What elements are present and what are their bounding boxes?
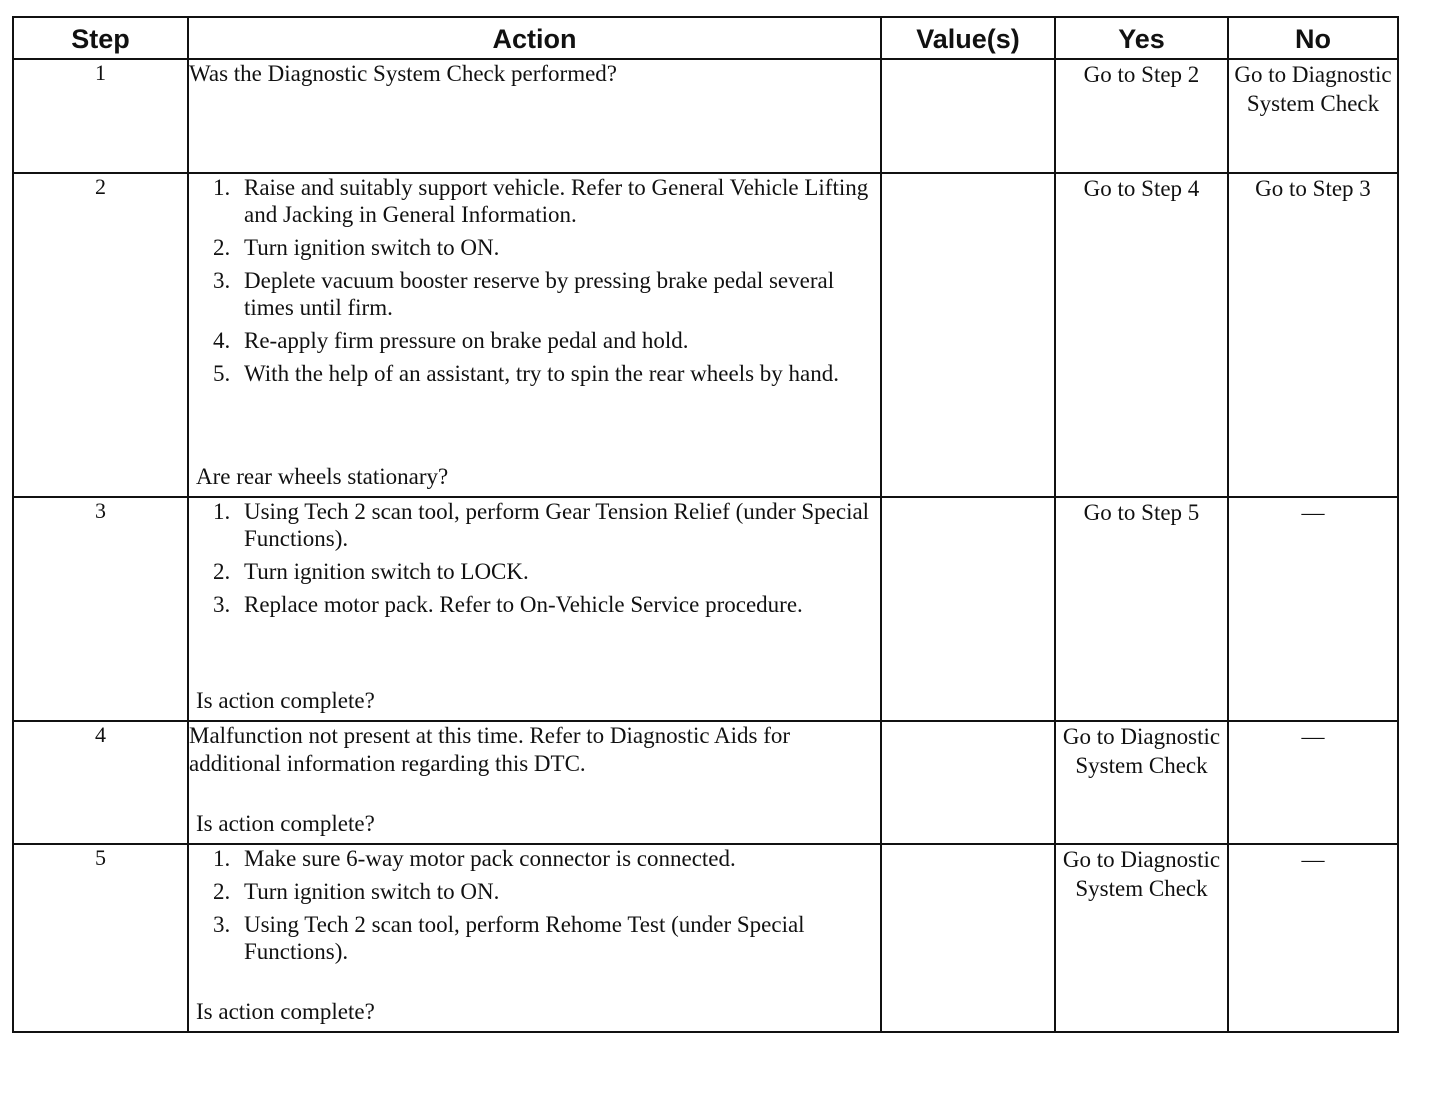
header-no: No — [1228, 17, 1398, 59]
value-cell — [881, 497, 1055, 721]
list-item — [213, 327, 880, 354]
action-question: Are rear wheels stationary? — [196, 464, 449, 489]
item-number: 3. — [213, 912, 231, 937]
list-item — [213, 558, 880, 585]
list-item — [213, 845, 880, 872]
item-number: 3. — [213, 592, 231, 617]
action-cell — [188, 844, 881, 1032]
item-text: Make sure 6-way motor pack connector is connected. — [244, 846, 736, 871]
list-item — [213, 911, 880, 965]
no-cell: — — [1228, 844, 1398, 1032]
yes-cell: Go to Step 4 — [1055, 173, 1228, 497]
step-number: 4 — [13, 721, 188, 844]
step-number: 2 — [13, 173, 188, 497]
action-text: Was the Diagnostic System Check performed? — [189, 61, 618, 86]
action-steps-list — [189, 498, 880, 618]
header-values: Value(s) — [881, 17, 1055, 59]
item-number: 2. — [213, 235, 231, 260]
item-text: Turn ignition switch to LOCK. — [244, 559, 529, 584]
header-step: Step — [13, 17, 188, 59]
action-cell — [188, 497, 881, 721]
step-number: 3 — [13, 497, 188, 721]
no-cell: Go to Diagnostic System Check — [1228, 59, 1398, 173]
yes-cell: Go to Step 5 — [1055, 497, 1228, 721]
list-item — [213, 878, 880, 905]
value-cell — [881, 59, 1055, 173]
item-text: Deplete vacuum booster reserve by pressing brake pedal several times until firm. — [244, 268, 835, 320]
action-cell — [188, 59, 881, 173]
value-cell — [881, 721, 1055, 844]
list-item — [213, 360, 880, 387]
table-row — [13, 173, 1398, 497]
action-steps-list — [189, 845, 880, 965]
yes-cell: Go to Diagnostic System Check — [1055, 721, 1228, 844]
item-text: Re-apply firm pressure on brake pedal and hold. — [244, 328, 689, 353]
diagnostic-table — [12, 16, 1399, 1033]
action-steps-list — [189, 174, 880, 387]
yes-cell: Go to Diagnostic System Check — [1055, 844, 1228, 1032]
no-cell: — — [1228, 721, 1398, 844]
action-question: Is action complete? — [196, 688, 375, 713]
item-number: 1. — [213, 499, 231, 524]
header-action: Action — [188, 17, 881, 59]
action-cell — [188, 173, 881, 497]
item-text: Replace motor pack. Refer to On-Vehicle Service procedure. — [244, 592, 803, 617]
value-cell — [881, 844, 1055, 1032]
item-number: 1. — [213, 846, 231, 871]
table-row — [13, 721, 1398, 844]
item-number: 3. — [213, 268, 231, 293]
step-number: 1 — [13, 59, 188, 173]
list-item — [213, 591, 880, 618]
item-number: 2. — [213, 559, 231, 584]
table-row — [13, 59, 1398, 173]
header-yes: Yes — [1055, 17, 1228, 59]
list-item — [213, 234, 880, 261]
value-cell — [881, 173, 1055, 497]
no-cell: Go to Step 3 — [1228, 173, 1398, 497]
item-text: Using Tech 2 scan tool, perform Rehome Test (under Special Functions). — [244, 912, 805, 964]
action-cell — [188, 721, 881, 844]
action-text: Malfunction not present at this time. Refer to Diagnostic Aids for additional information regarding this DTC. — [189, 723, 791, 776]
item-number: 4. — [213, 328, 231, 353]
list-item — [213, 174, 880, 228]
yes-cell: Go to Step 2 — [1055, 59, 1228, 173]
table-row — [13, 844, 1398, 1032]
item-text: Using Tech 2 scan tool, perform Gear Tension Relief (under Special Functions). — [244, 499, 870, 551]
item-text: Turn ignition switch to ON. — [244, 235, 500, 260]
header-row — [13, 17, 1398, 59]
item-number: 5. — [213, 361, 231, 386]
item-number: 2. — [213, 879, 231, 904]
item-number: 1. — [213, 175, 231, 200]
action-question: Is action complete? — [196, 999, 375, 1024]
item-text: Turn ignition switch to ON. — [244, 879, 500, 904]
no-cell: — — [1228, 497, 1398, 721]
table-row — [13, 497, 1398, 721]
action-question: Is action complete? — [196, 811, 375, 836]
item-text: Raise and suitably support vehicle. Refer to General Vehicle Lifting and Jacking in General Information. — [244, 175, 869, 227]
item-text: With the help of an assistant, try to spin the rear wheels by hand. — [244, 361, 840, 386]
list-item — [213, 498, 880, 552]
list-item — [213, 267, 880, 321]
step-number: 5 — [13, 844, 188, 1032]
